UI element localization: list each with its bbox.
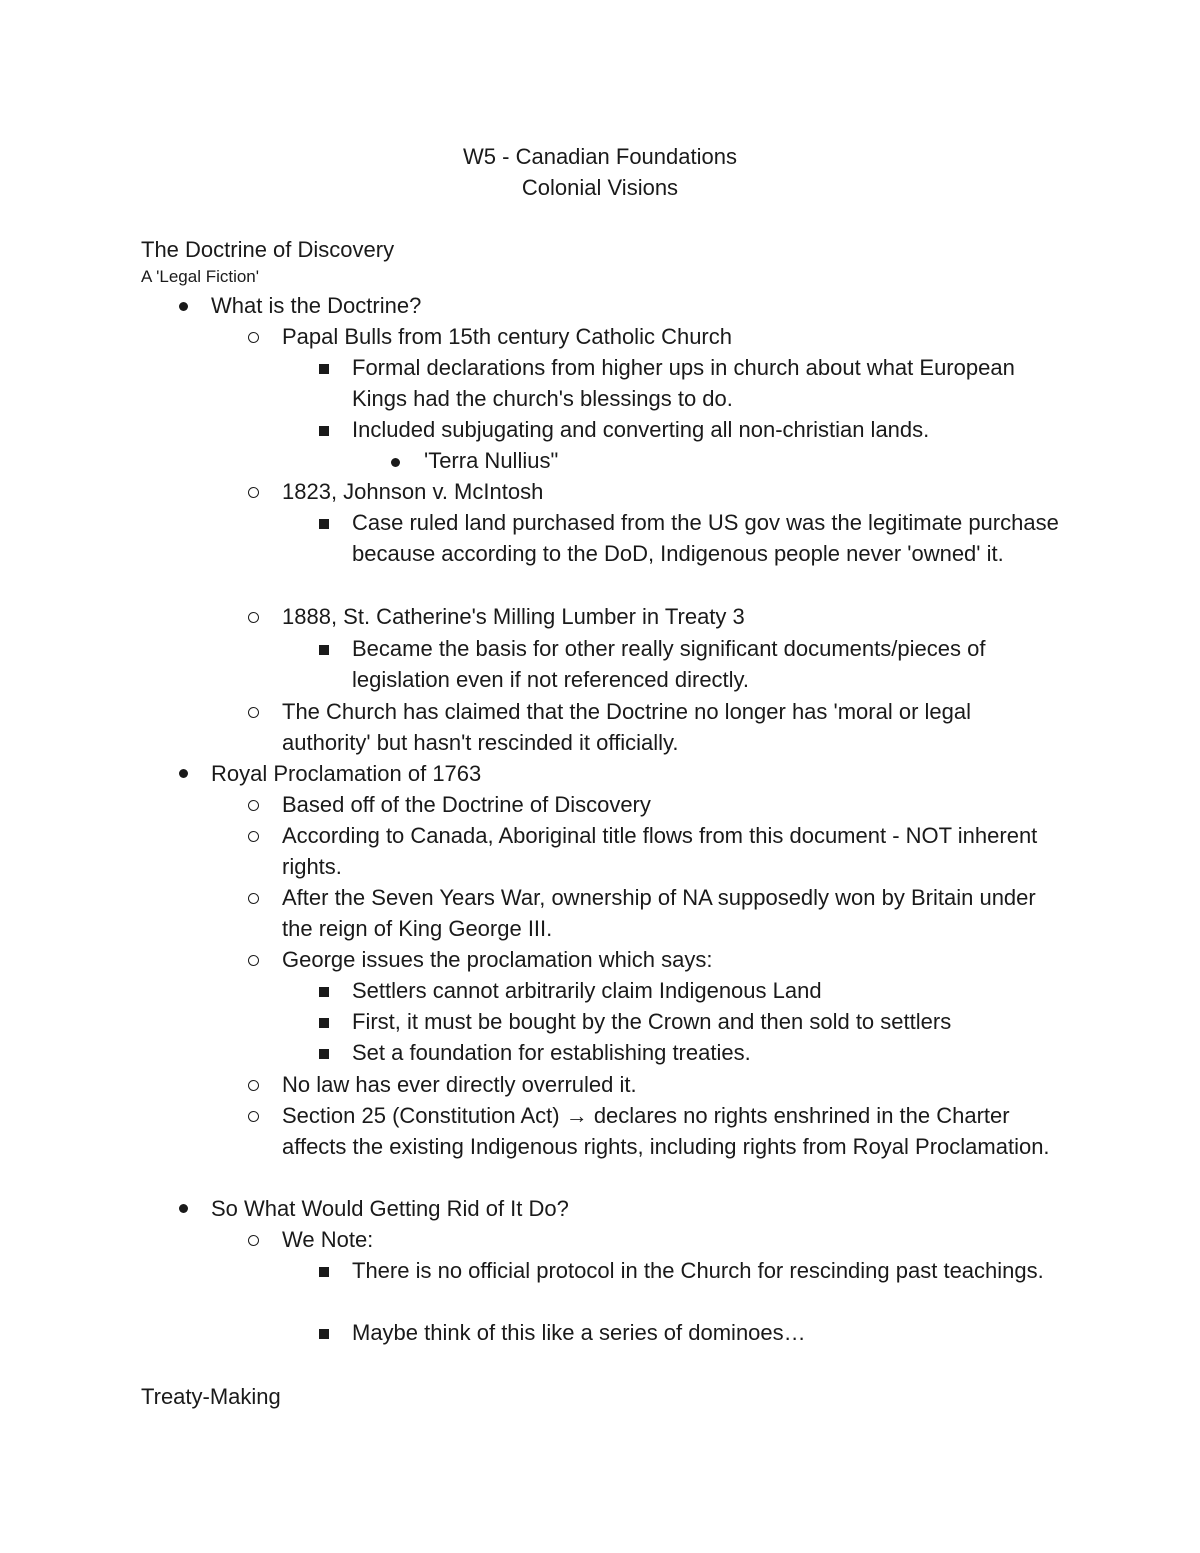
square-bullet-icon xyxy=(319,987,329,997)
filled-circle-bullet-icon xyxy=(179,769,188,778)
list-item: Became the basis for other really significant documents/pieces of legislation even if not referenced directly. xyxy=(352,636,986,693)
filled-circle-bullet-icon xyxy=(179,302,188,311)
square-bullet-icon xyxy=(319,1329,329,1339)
filled-circle-bullet-icon xyxy=(391,458,400,467)
document-subtitle: Colonial Visions xyxy=(521,175,679,200)
hollow-circle-bullet-icon xyxy=(248,955,259,966)
list-item: After the Seven Years War, ownership of NA supposedly won by Britain under the reign of King George III. xyxy=(282,885,1036,942)
section-heading-treaty-making: Treaty-Making xyxy=(141,1384,281,1409)
list-item: Settlers cannot arbitrarily claim Indigenous Land xyxy=(352,978,822,1003)
list-item: Papal Bulls from 15th century Catholic Church xyxy=(282,324,732,349)
hollow-circle-bullet-icon xyxy=(248,487,259,498)
list-item: Maybe think of this like a series of dominoes… xyxy=(352,1320,806,1345)
list-item: We Note: xyxy=(282,1227,374,1252)
list-item: Royal Proclamation of 1763 xyxy=(211,761,482,786)
list-item: Section 25 (Constitution Act) → declares no rights enshrined in the Charter affects the existing Indigenous rights, including rights from Royal Proclamation. xyxy=(282,1103,1050,1160)
list-item: 1888, St. Catherine's Milling Lumber in Treaty 3 xyxy=(282,604,745,629)
square-bullet-icon xyxy=(319,426,329,436)
list-item: George issues the proclamation which says: xyxy=(282,947,713,972)
filled-circle-bullet-icon xyxy=(179,1204,188,1213)
list-item: 'Terra Nullius" xyxy=(424,448,559,473)
list-item: Set a foundation for establishing treaties. xyxy=(352,1040,751,1065)
square-bullet-icon xyxy=(319,519,329,529)
square-bullet-icon xyxy=(319,1018,329,1028)
document-title: W5 - Canadian Foundations xyxy=(463,144,737,169)
square-bullet-icon xyxy=(319,364,329,374)
hollow-circle-bullet-icon xyxy=(248,707,259,718)
list-item: There is no official protocol in the Church for rescinding past teachings. xyxy=(352,1258,1044,1283)
hollow-circle-bullet-icon xyxy=(248,1080,259,1091)
hollow-circle-bullet-icon xyxy=(248,800,259,811)
hollow-circle-bullet-icon xyxy=(248,893,259,904)
hollow-circle-bullet-icon xyxy=(248,1235,259,1246)
list-item: Based off of the Doctrine of Discovery xyxy=(282,792,651,817)
list-item: No law has ever directly overruled it. xyxy=(282,1072,637,1097)
list-item: First, it must be bought by the Crown and then sold to settlers xyxy=(352,1009,952,1034)
list-item: According to Canada, Aboriginal title flows from this document - NOT inherent rights. xyxy=(282,823,1038,880)
list-item: So What Would Getting Rid of It Do? xyxy=(211,1196,569,1221)
list-item: Case ruled land purchased from the US gov was the legitimate purchase because according to the DoD, Indigenous people never 'owned' it. xyxy=(352,510,1059,567)
list-item: The Church has claimed that the Doctrine no longer has 'moral or legal authority' but hasn't rescinded it officially. xyxy=(282,699,972,756)
hollow-circle-bullet-icon xyxy=(248,612,259,623)
section-heading-doctrine: The Doctrine of Discovery xyxy=(141,237,395,262)
hollow-circle-bullet-icon xyxy=(248,1111,259,1122)
section-subheading: A 'Legal Fiction' xyxy=(141,267,260,286)
square-bullet-icon xyxy=(319,645,329,655)
hollow-circle-bullet-icon xyxy=(248,831,259,842)
list-item: What is the Doctrine? xyxy=(211,293,422,318)
hollow-circle-bullet-icon xyxy=(248,332,259,343)
list-item: 1823, Johnson v. McIntosh xyxy=(282,479,544,504)
list-item: Included subjugating and converting all non-christian lands. xyxy=(352,417,930,442)
square-bullet-icon xyxy=(319,1049,329,1059)
list-item: Formal declarations from higher ups in church about what European Kings had the church's blessings to do. xyxy=(352,355,1015,412)
square-bullet-icon xyxy=(319,1267,329,1277)
